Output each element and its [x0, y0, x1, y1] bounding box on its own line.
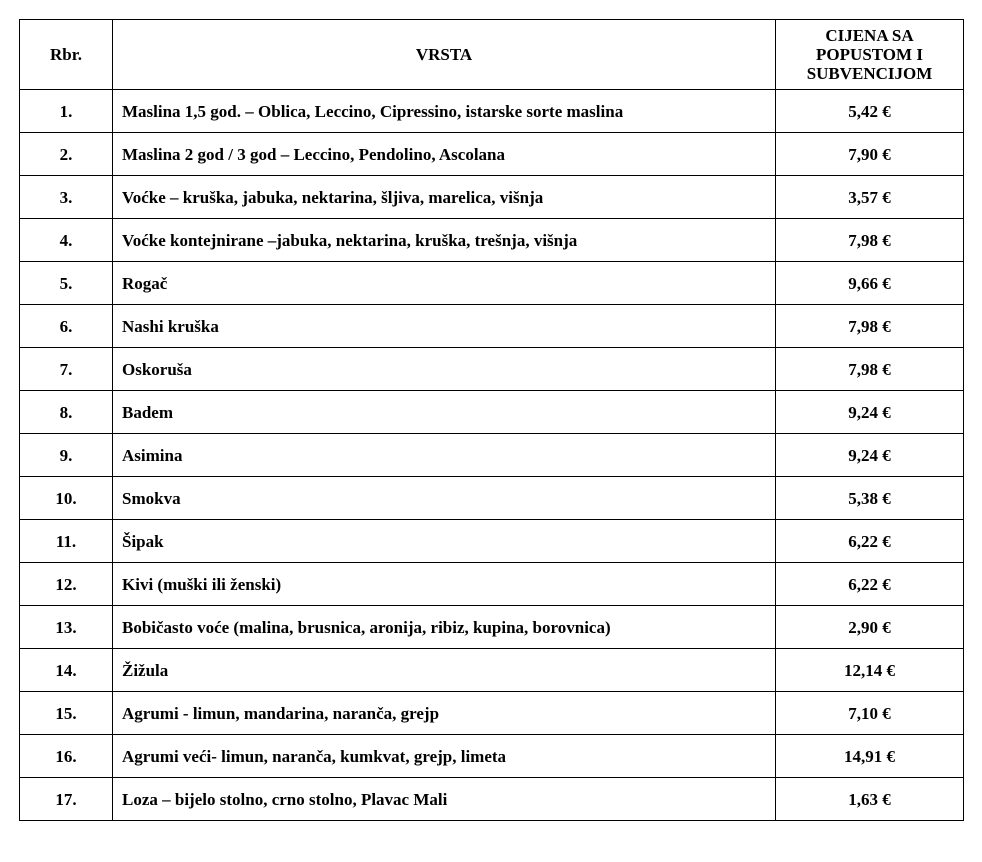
row-type: Oskoruša: [113, 348, 776, 391]
row-number: 5.: [20, 262, 113, 305]
row-type: Nashi kruška: [113, 305, 776, 348]
row-type: Kivi (muški ili ženski): [113, 563, 776, 606]
row-price: 6,22 €: [776, 563, 964, 606]
table-row: [20, 133, 964, 176]
row-number: 7.: [20, 348, 113, 391]
row-number: 2.: [20, 133, 113, 176]
row-type: Bobičasto voće (malina, brusnica, aronija, ribiz, kupina, borovnica): [113, 606, 776, 649]
table-row: [20, 219, 964, 262]
header-row: [20, 20, 964, 90]
table-row: [20, 520, 964, 563]
row-price: 7,98 €: [776, 305, 964, 348]
row-price: 6,22 €: [776, 520, 964, 563]
row-price: 2,90 €: [776, 606, 964, 649]
table-row: [20, 262, 964, 305]
table-row: [20, 649, 964, 692]
row-number: 11.: [20, 520, 113, 563]
row-type: Voćke – kruška, jabuka, nektarina, šljiva, marelica, višnja: [113, 176, 776, 219]
row-number: 10.: [20, 477, 113, 520]
row-type: Asimina: [113, 434, 776, 477]
row-type: Agrumi - limun, mandarina, naranča, grejp: [113, 692, 776, 735]
row-type: Maslina 2 god / 3 god – Leccino, Pendolino, Ascolana: [113, 133, 776, 176]
table-row: [20, 563, 964, 606]
row-type: Voćke kontejnirane –jabuka, nektarina, kruška, trešnja, višnja: [113, 219, 776, 262]
row-price: 9,24 €: [776, 434, 964, 477]
table-row: [20, 176, 964, 219]
price-table: [19, 19, 964, 821]
header-price-line-2: POPUSTOM I: [816, 45, 923, 64]
row-price: 3,57 €: [776, 176, 964, 219]
header-price-line-3: SUBVENCIJOM: [806, 64, 933, 83]
header-price-line-1: CIJENA SA: [825, 26, 914, 45]
table-row: [20, 606, 964, 649]
row-type: Žižula: [113, 649, 776, 692]
row-type: Agrumi veći- limun, naranča, kumkvat, grejp, limeta: [113, 735, 776, 778]
row-number: 15.: [20, 692, 113, 735]
table-row: [20, 692, 964, 735]
row-price: 7,10 €: [776, 692, 964, 735]
row-number: 9.: [20, 434, 113, 477]
table-body: [20, 90, 964, 821]
row-number: 8.: [20, 391, 113, 434]
row-number: 17.: [20, 778, 113, 821]
row-price: 9,66 €: [776, 262, 964, 305]
row-type: Smokva: [113, 477, 776, 520]
row-number: 13.: [20, 606, 113, 649]
table-row: [20, 477, 964, 520]
table-row: [20, 348, 964, 391]
row-number: 1.: [20, 90, 113, 133]
table-row: [20, 90, 964, 133]
row-price: 5,38 €: [776, 477, 964, 520]
table-row: [20, 391, 964, 434]
row-price: 5,42 €: [776, 90, 964, 133]
header-number: Rbr.: [20, 20, 113, 90]
row-price: 9,24 €: [776, 391, 964, 434]
row-number: 14.: [20, 649, 113, 692]
row-price: 14,91 €: [776, 735, 964, 778]
row-price: 7,90 €: [776, 133, 964, 176]
row-price: 7,98 €: [776, 348, 964, 391]
row-type: Maslina 1,5 god. – Oblica, Leccino, Cipressino, istarske sorte maslina: [113, 90, 776, 133]
table-row: [20, 778, 964, 821]
row-number: 16.: [20, 735, 113, 778]
row-price: 12,14 €: [776, 649, 964, 692]
row-price: 7,98 €: [776, 219, 964, 262]
row-price: 1,63 €: [776, 778, 964, 821]
header-price: [776, 20, 964, 90]
table-row: [20, 434, 964, 477]
row-number: 3.: [20, 176, 113, 219]
row-type: Badem: [113, 391, 776, 434]
table-row: [20, 305, 964, 348]
row-number: 12.: [20, 563, 113, 606]
header-type: VRSTA: [113, 20, 776, 90]
row-number: 4.: [20, 219, 113, 262]
row-type: Šipak: [113, 520, 776, 563]
row-type: Loza – bijelo stolno, crno stolno, Plavac Mali: [113, 778, 776, 821]
table-row: [20, 735, 964, 778]
row-number: 6.: [20, 305, 113, 348]
row-type: Rogač: [113, 262, 776, 305]
